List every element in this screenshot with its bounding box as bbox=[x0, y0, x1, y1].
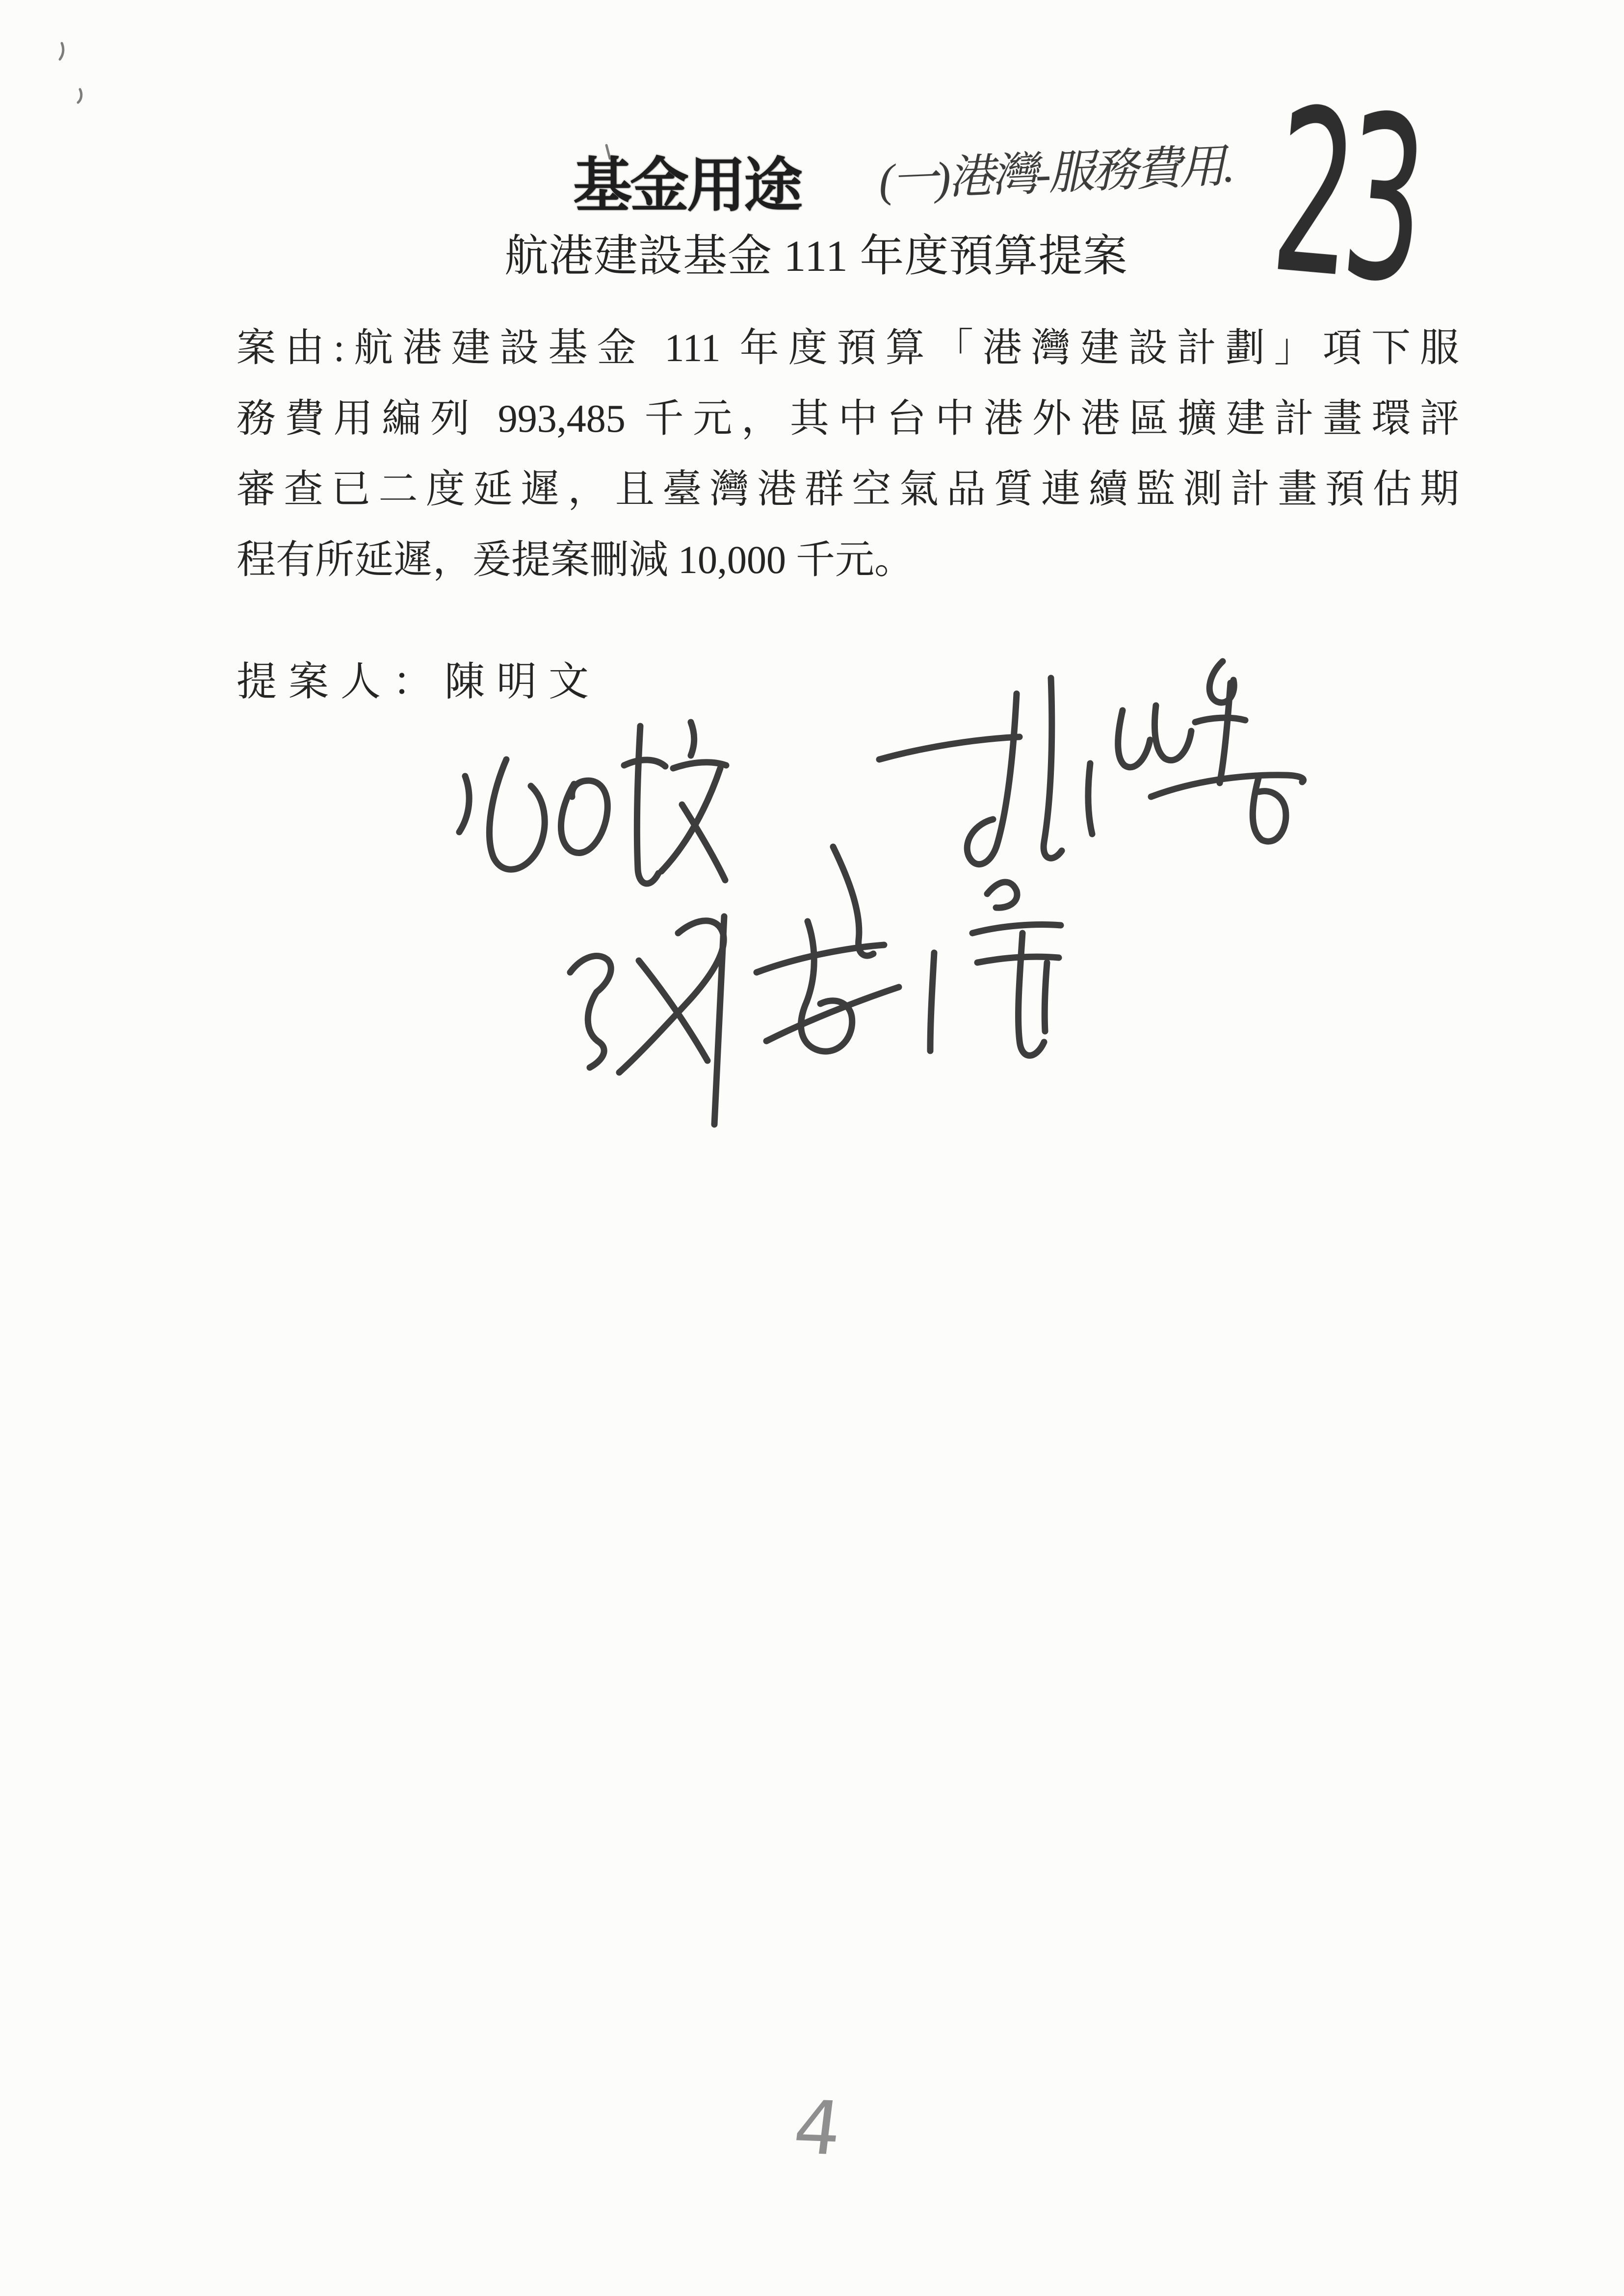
stroke bbox=[691, 722, 694, 756]
stroke bbox=[1088, 763, 1092, 834]
stroke bbox=[833, 847, 873, 956]
handwritten-page-number: 4 bbox=[789, 2085, 846, 2172]
stroke bbox=[1019, 933, 1044, 1056]
scan-speck bbox=[60, 43, 63, 59]
stroke bbox=[987, 882, 1017, 908]
stroke bbox=[570, 956, 611, 1068]
stroke bbox=[967, 694, 1017, 864]
handwritten-corner-number: 23 bbox=[1264, 60, 1426, 334]
body-line: 審查已二度延遲，且臺灣港群空氣品質連續監測計畫預估期 bbox=[236, 468, 1459, 511]
signatures-layer bbox=[432, 652, 1335, 1158]
body-line: 案由:航港建設基金 111 年度預算「港灣建設計劃」項下服 bbox=[236, 327, 1459, 370]
stroke bbox=[1154, 705, 1191, 760]
stroke bbox=[714, 916, 724, 1124]
stroke bbox=[1118, 710, 1150, 767]
stroke bbox=[1044, 678, 1062, 858]
stroke bbox=[807, 921, 814, 1002]
stroke bbox=[1195, 718, 1245, 722]
stroke bbox=[637, 726, 658, 884]
stroke bbox=[619, 921, 724, 1072]
body-line: 務費用編列 993,485 千元，其中台中港外港區擴建計畫環評 bbox=[236, 397, 1459, 441]
signature-1 bbox=[459, 722, 726, 884]
stroke bbox=[1220, 683, 1231, 783]
body-line: 程有所延遲，爰提案刪減 10,000 千元。 bbox=[236, 539, 914, 582]
stroke bbox=[879, 737, 1020, 759]
signature-3 bbox=[570, 847, 1061, 1124]
signature-2 bbox=[879, 661, 1304, 864]
proposer-line: 提案人：陳明文 bbox=[236, 659, 601, 704]
stroke bbox=[682, 805, 725, 880]
stroke bbox=[490, 759, 545, 869]
scan-speck bbox=[78, 89, 81, 103]
stroke bbox=[1151, 775, 1304, 797]
handwritten-annotation: (一)港灣-服務費用. bbox=[878, 140, 1233, 207]
stroke bbox=[1253, 776, 1286, 841]
stroke bbox=[561, 781, 607, 853]
stroke bbox=[972, 925, 1061, 933]
stroke bbox=[930, 953, 934, 1051]
document-subtitle: 航港建設基金 111 年度預算提案 bbox=[504, 232, 1128, 281]
stroke bbox=[624, 760, 665, 766]
document-title: 基金用途 bbox=[573, 153, 801, 218]
stroke bbox=[1045, 963, 1047, 1031]
stroke bbox=[766, 987, 899, 1041]
stroke bbox=[459, 776, 469, 832]
